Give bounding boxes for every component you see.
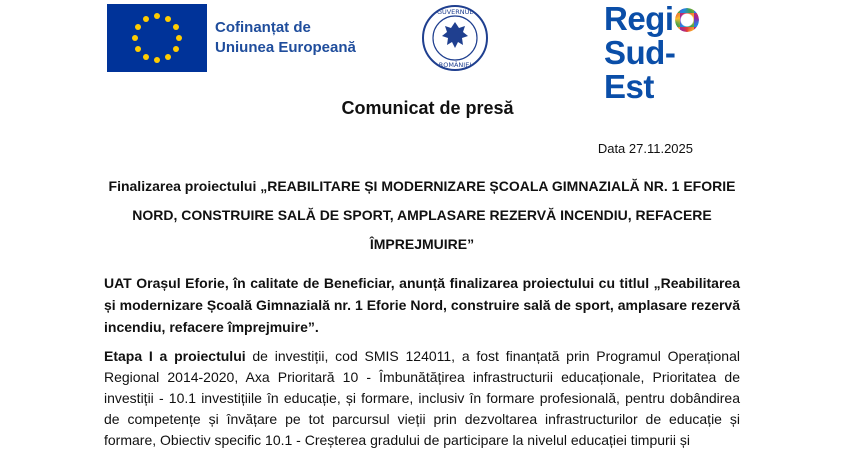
document-date: Data 27.11.2025 bbox=[597, 141, 693, 156]
svg-text:ROMÂNIEI: ROMÂNIEI bbox=[438, 61, 472, 69]
paragraph-2-body: de investiții, cod SMIS 124011, a fost finanțată prin Programul Operațional Regional 2014-2020, Axa Prioritară 10 - Îmbunătățirea infrastructurii educaționale, Prioritatea de investiții - 10.1 investițiile în educație, și formare, inclusiv în formare profesională, pentru dobândirea de competențe și învățare pe tot parcursul vieții prin dezvoltarea infrastructurilor de educație și formare, Obiectiv specific 10.1 - Creșterea gradului de participare la nivelul educației timpurii și bbox=[104, 348, 740, 448]
paragraph-2 bbox=[104, 346, 740, 451]
page-title: Comunicat de presă bbox=[341, 98, 514, 118]
eu-logo-text-line2: Uniunea Europeană bbox=[215, 39, 356, 56]
eu-logo-text bbox=[215, 18, 356, 58]
svg-text:GUVERNUL: GUVERNUL bbox=[436, 8, 474, 16]
paragraph-2-lead: Etapa I a proiectului bbox=[104, 348, 246, 364]
romanian-government-seal bbox=[421, 4, 489, 72]
eu-flag-icon bbox=[107, 4, 207, 72]
regio-logo-region: Sud-Est bbox=[604, 34, 676, 105]
regio-sud-est-logo bbox=[604, 2, 716, 104]
eu-cofinancing-logo bbox=[107, 4, 356, 72]
eu-logo-text-line1: Cofinanțat de bbox=[215, 19, 311, 36]
headline: Finalizarea proiectului „REABILITARE ȘI MODERNIZARE ȘCOALA GIMNAZIALĂ NR. 1 EFORIE NORD, CONSTRUIRE SALĂ DE SPORT, AMPLASARE REZERVĂ INCENDIU, REFACERE ÎMPREJMUIRE” bbox=[108, 178, 736, 252]
paragraph-1: UAT Orașul Eforie, în calitate de Beneficiar, anunță finalizarea proiectului cu titlul „Reabilitarea și modernizare Școală Gimnazială nr. 1 Eforie Nord, construire sală de sport, amplasare rezervă incendiu, refacere împrejmuire”. bbox=[104, 275, 740, 335]
regio-rainbow-o-icon bbox=[675, 8, 699, 32]
regio-logo-word: Regi bbox=[604, 0, 674, 37]
